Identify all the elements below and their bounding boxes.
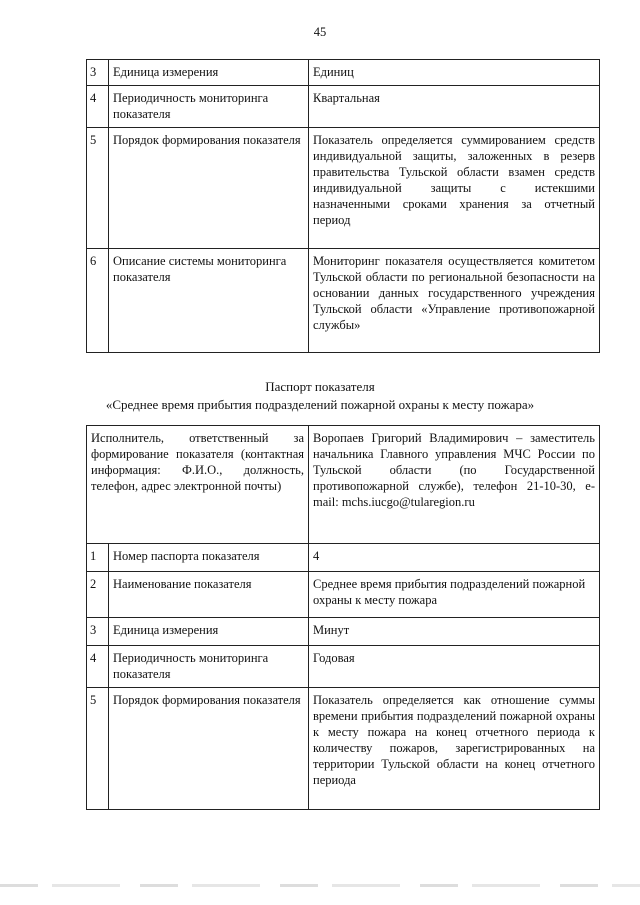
- passport-title: Паспорт показателя: [265, 379, 375, 394]
- row-number: 5: [87, 688, 109, 810]
- row-value: Показатель определяется как отношение суммы времени прибытия подразделений пожарной охраны к месту пожара на конец отчетного периода к количеству пожаров, зарегистрированных на территории Тульской области на конец отчетного периода: [309, 688, 600, 810]
- row-number: 3: [87, 618, 109, 646]
- row-number: 6: [87, 249, 109, 353]
- row-label: Описание системы мониторинга показателя: [109, 249, 309, 353]
- row-value: Квартальная: [309, 86, 600, 128]
- row-value: Показатель определяется суммированием средств индивидуальной защиты, заложенных в резерв правительства Тульской области взамен средств индивидуальной защиты с истекшими назначенными сроками хранения за отчетный период: [309, 128, 600, 249]
- indicator-passport-table: [86, 425, 600, 810]
- table-row: [87, 618, 600, 646]
- indicator-table-continued: [86, 59, 600, 353]
- page-number: 45: [313, 25, 327, 39]
- table-row: [87, 544, 600, 572]
- row-value: Единиц: [309, 60, 600, 86]
- table-row: [87, 249, 600, 353]
- row-number: 2: [87, 572, 109, 618]
- row-number: 4: [87, 86, 109, 128]
- row-number: 4: [87, 646, 109, 688]
- row-value: Мониторинг показателя осуществляется комитетом Тульской области по региональной безопасности на основании данных государственного учреждения Тульской области «Управление противопожарной службы»: [309, 249, 600, 353]
- row-value: Среднее время прибытия подразделений пожарной охраны к месту пожара: [309, 572, 600, 618]
- row-label: Номер паспорта показателя: [109, 544, 309, 572]
- row-label: Единица измерения: [109, 60, 309, 86]
- table-row: [87, 646, 600, 688]
- passport-subtitle: «Среднее время прибытия подразделений пожарной охраны к месту пожара»: [105, 397, 535, 412]
- table-row: [87, 688, 600, 810]
- row-number: 3: [87, 60, 109, 86]
- row-label: Периодичность мониторинга показателя: [109, 646, 309, 688]
- row-label: Наименование показателя: [109, 572, 309, 618]
- table-row: [87, 60, 600, 86]
- row-value: Минут: [309, 618, 600, 646]
- table-row: [87, 86, 600, 128]
- row-value: Годовая: [309, 646, 600, 688]
- row-value: 4: [309, 544, 600, 572]
- row-number: 5: [87, 128, 109, 249]
- table-row: [87, 572, 600, 618]
- table-row-responsible: [87, 426, 600, 544]
- table-row: [87, 128, 600, 249]
- scan-artifact-strip: [0, 884, 640, 887]
- row-label: Порядок формирования показателя: [109, 688, 309, 810]
- row-label: Периодичность мониторинга показателя: [109, 86, 309, 128]
- responsible-value: Воропаев Григорий Владимирович – заместитель начальника Главного управления МЧС России по Тульской области (по Государственной противопожарной службе), телефон 21-10-30, e-mail: mchs.iucgo@tularegion.ru: [309, 426, 600, 544]
- row-number: 1: [87, 544, 109, 572]
- row-label: Порядок формирования показателя: [109, 128, 309, 249]
- responsible-label: Исполнитель, ответственный за формирование показателя (контактная информация: Ф.И.О., должность, телефон, адрес электронной почты): [87, 426, 309, 544]
- row-label: Единица измерения: [109, 618, 309, 646]
